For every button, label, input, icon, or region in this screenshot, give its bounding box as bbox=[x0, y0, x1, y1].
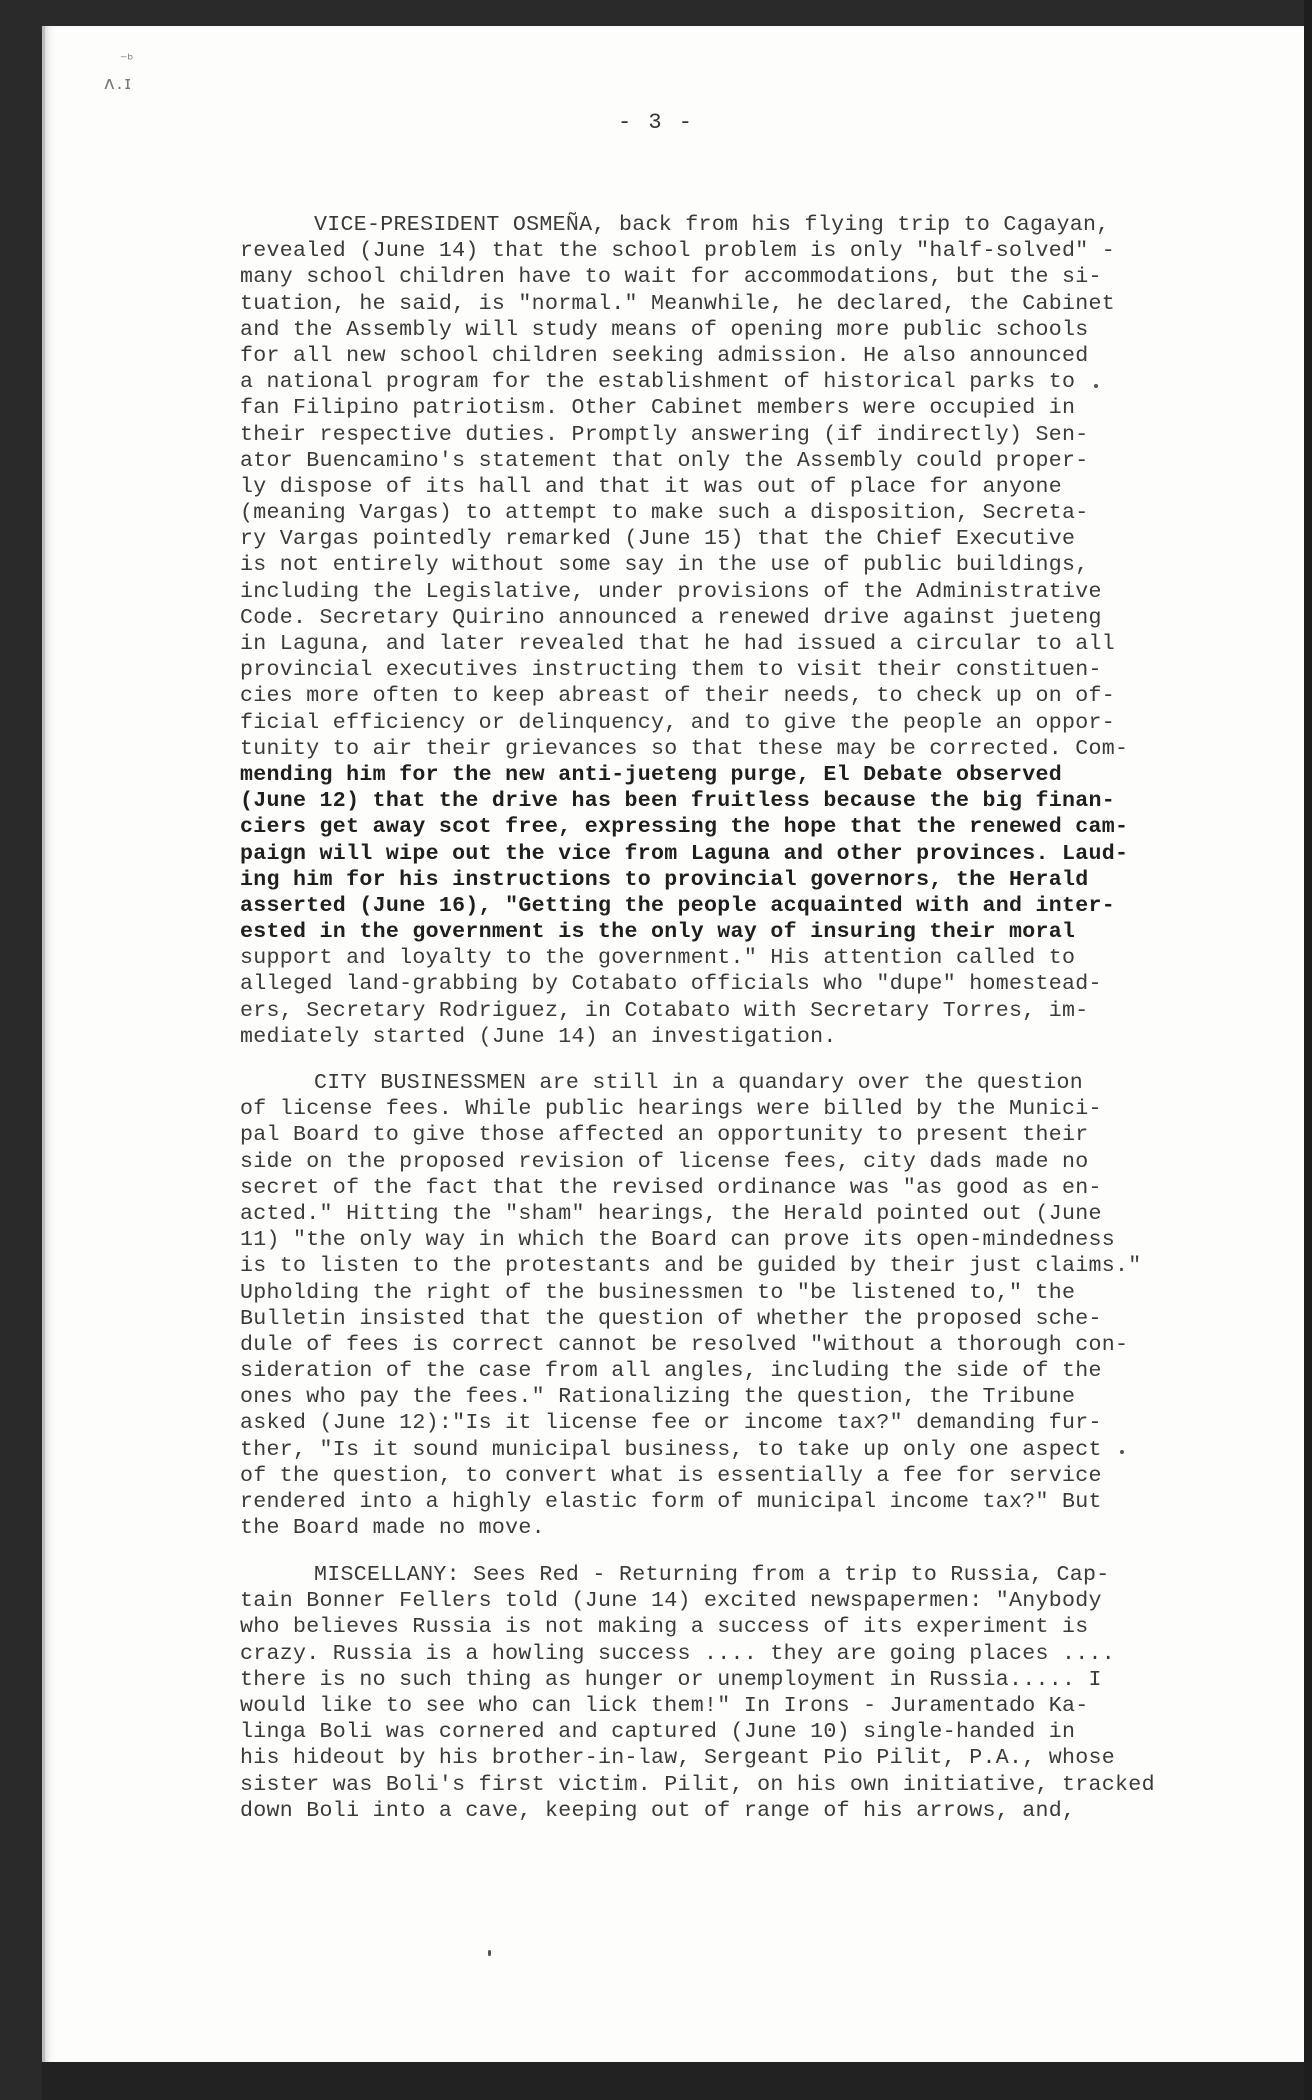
text-line: ones who pay the fees." Rationalizing the question, the Tribune bbox=[240, 1385, 1076, 1410]
text-line: including the Legislative, under provisions of the Administrative bbox=[240, 579, 1102, 604]
text-line: MISCELLANY: Sees Red - Returning from a trip to Russia, Cap- bbox=[314, 1563, 1110, 1587]
text-line: support and loyalty to the government." His attention called to bbox=[240, 946, 1076, 971]
text-line: who believes Russia is not making a success of its experiment is bbox=[240, 1615, 1089, 1640]
text-line: side on the proposed revision of license fees, city dads made no bbox=[240, 1149, 1089, 1174]
text-line: ficial efficiency or delinquency, and to give the people an oppor- bbox=[240, 710, 1116, 735]
text-line: down Boli into a cave, keeping out of range of his arrows, and, bbox=[240, 1798, 1076, 1823]
text-line: sideration of the case from all angles, including the side of the bbox=[240, 1359, 1102, 1384]
text-line: of the question, to convert what is essentially a fee for service bbox=[240, 1463, 1102, 1488]
text-line: there is no such thing as hunger or unemployment in Russia..... I bbox=[240, 1667, 1102, 1692]
text-line: in Laguna, and later revealed that he had issued a circular to all bbox=[240, 632, 1116, 656]
text-line: his hideout by his brother-in-law, Sergeant Pio Pilit, P.A., whose bbox=[240, 1746, 1116, 1771]
text-line: ers, Secretary Rodriguez, in Cotabato with Secretary Torres, im- bbox=[240, 998, 1089, 1023]
paragraph-miscellany bbox=[240, 1562, 1155, 1824]
text-line: fan Filipino patriotism. Other Cabinet members were occupied in bbox=[240, 396, 1076, 421]
text-line: their respective duties. Promptly answering (if indirectly) Sen- bbox=[240, 422, 1089, 447]
text-line: mediately started (June 14) an investigation. bbox=[240, 1024, 837, 1049]
ink-speck bbox=[1120, 1450, 1124, 1454]
paragraph-city-businessmen bbox=[240, 1070, 1142, 1541]
text-line: tuation, he said, is "normal." Meanwhile, he declared, the Cabinet bbox=[240, 291, 1116, 316]
text-line: ther, "Is it sound municipal business, to take up only one aspect bbox=[240, 1437, 1102, 1462]
text-line: Bulletin insisted that the question of whether the proposed sche- bbox=[240, 1306, 1102, 1331]
text-line: ry Vargas pointedly remarked (June 15) that the Chief Executive bbox=[240, 527, 1076, 552]
text-line: (June 12) that the drive has been fruitless because the big finan- bbox=[240, 789, 1116, 814]
text-line: paign will wipe out the vice from Laguna and other provinces. Laud- bbox=[240, 841, 1129, 866]
text-line: the Board made no move. bbox=[240, 1516, 545, 1541]
text-line: secret of the fact that the revised ordinance was "as good as en- bbox=[240, 1175, 1102, 1200]
handwritten-corner-mark bbox=[58, 32, 134, 102]
paragraph-vice-president bbox=[240, 212, 1129, 1050]
scan-bottom-edge bbox=[42, 2062, 1312, 2100]
text-line: tain Bonner Fellers told (June 14) excited newspapermen: "Anybody bbox=[240, 1589, 1102, 1614]
text-line: ator Buencamino's statement that only the Assembly could proper- bbox=[240, 448, 1089, 473]
text-line: rendered into a highly elastic form of municipal income tax?" But bbox=[240, 1490, 1102, 1514]
text-line: acted." Hitting the "sham" hearings, the Herald pointed out (June bbox=[240, 1201, 1102, 1226]
text-line: linga Boli was cornered and captured (June 10) single-handed in bbox=[240, 1720, 1076, 1745]
text-line: cies more often to keep abreast of their needs, to check up on of- bbox=[240, 684, 1116, 709]
text-line: many school children have to wait for accommodations, but the si- bbox=[240, 265, 1102, 290]
text-line: is to listen to the protestants and be guided by their just claims." bbox=[240, 1254, 1142, 1279]
text-line: CITY BUSINESSMEN are still in a quandary over the question bbox=[314, 1071, 1083, 1095]
text-line: revealed (June 14) that the school problem is only "half-solved" - bbox=[240, 239, 1116, 264]
text-line: (meaning Vargas) to attempt to make such a disposition, Secreta- bbox=[240, 501, 1089, 526]
text-line: crazy. Russia is a howling success .... they are going places .... bbox=[240, 1641, 1116, 1666]
text-line: provincial executives instructing them to visit their constituen- bbox=[240, 658, 1102, 683]
corner-mark-line1: ⁻ᵇ bbox=[120, 52, 134, 68]
text-line: tunity to air their grievances so that these may be corrected. Com- bbox=[240, 736, 1129, 761]
text-line: sister was Boli's first victim. Pilit, on his own initiative, tracked bbox=[240, 1772, 1155, 1797]
ink-speck bbox=[488, 1950, 491, 1956]
text-line: a national program for the establishment of historical parks to bbox=[240, 370, 1076, 395]
text-line: would like to see who can lick them!" In Irons - Juramentado Ka- bbox=[240, 1693, 1089, 1718]
corner-mark-line2: ʌ.ɪ bbox=[104, 73, 134, 94]
text-line: 11) "the only way in which the Board can prove its open-mindedness bbox=[240, 1228, 1116, 1253]
ink-speck bbox=[1094, 384, 1098, 388]
text-line: ing him for his instructions to provincial governors, the Herald bbox=[240, 867, 1089, 892]
text-line: is not entirely without some say in the use of public buildings, bbox=[240, 553, 1089, 578]
text-line: pal Board to give those affected an opportunity to present their bbox=[240, 1123, 1089, 1148]
text-line: ciers get away scot free, expressing the hope that the renewed cam- bbox=[240, 815, 1129, 840]
text-line: for all new school children seeking admission. He also announced bbox=[240, 343, 1089, 368]
text-line: and the Assembly will study means of opening more public schools bbox=[240, 317, 1089, 342]
text-line: VICE-PRESIDENT OSMEÑA, back from his flying trip to Cagayan, bbox=[314, 213, 1110, 237]
text-line: ly dispose of its hall and that it was out of place for anyone bbox=[240, 474, 1063, 499]
text-line: asserted (June 16), "Getting the people acquainted with and inter- bbox=[240, 893, 1116, 918]
text-line: dule of fees is correct cannot be resolved "without a thorough con- bbox=[240, 1332, 1129, 1357]
text-line: mending him for the new anti-jueteng purge, El Debate observed bbox=[240, 762, 1063, 787]
text-line: asked (June 12):"Is it license fee or income tax?" demanding fur- bbox=[240, 1411, 1102, 1436]
text-line: alleged land-grabbing by Cotabato officials who "dupe" homestead- bbox=[240, 972, 1102, 997]
text-line: Code. Secretary Quirino announced a renewed drive against jueteng bbox=[240, 605, 1102, 630]
text-line: of license fees. While public hearings were billed by the Munici- bbox=[240, 1097, 1102, 1122]
text-line: Upholding the right of the businessmen to "be listened to," the bbox=[240, 1280, 1076, 1305]
scan-right-edge bbox=[1304, 0, 1312, 2100]
page-number: - 3 - bbox=[617, 110, 694, 135]
text-line: ested in the government is the only way of insuring their moral bbox=[240, 920, 1076, 945]
